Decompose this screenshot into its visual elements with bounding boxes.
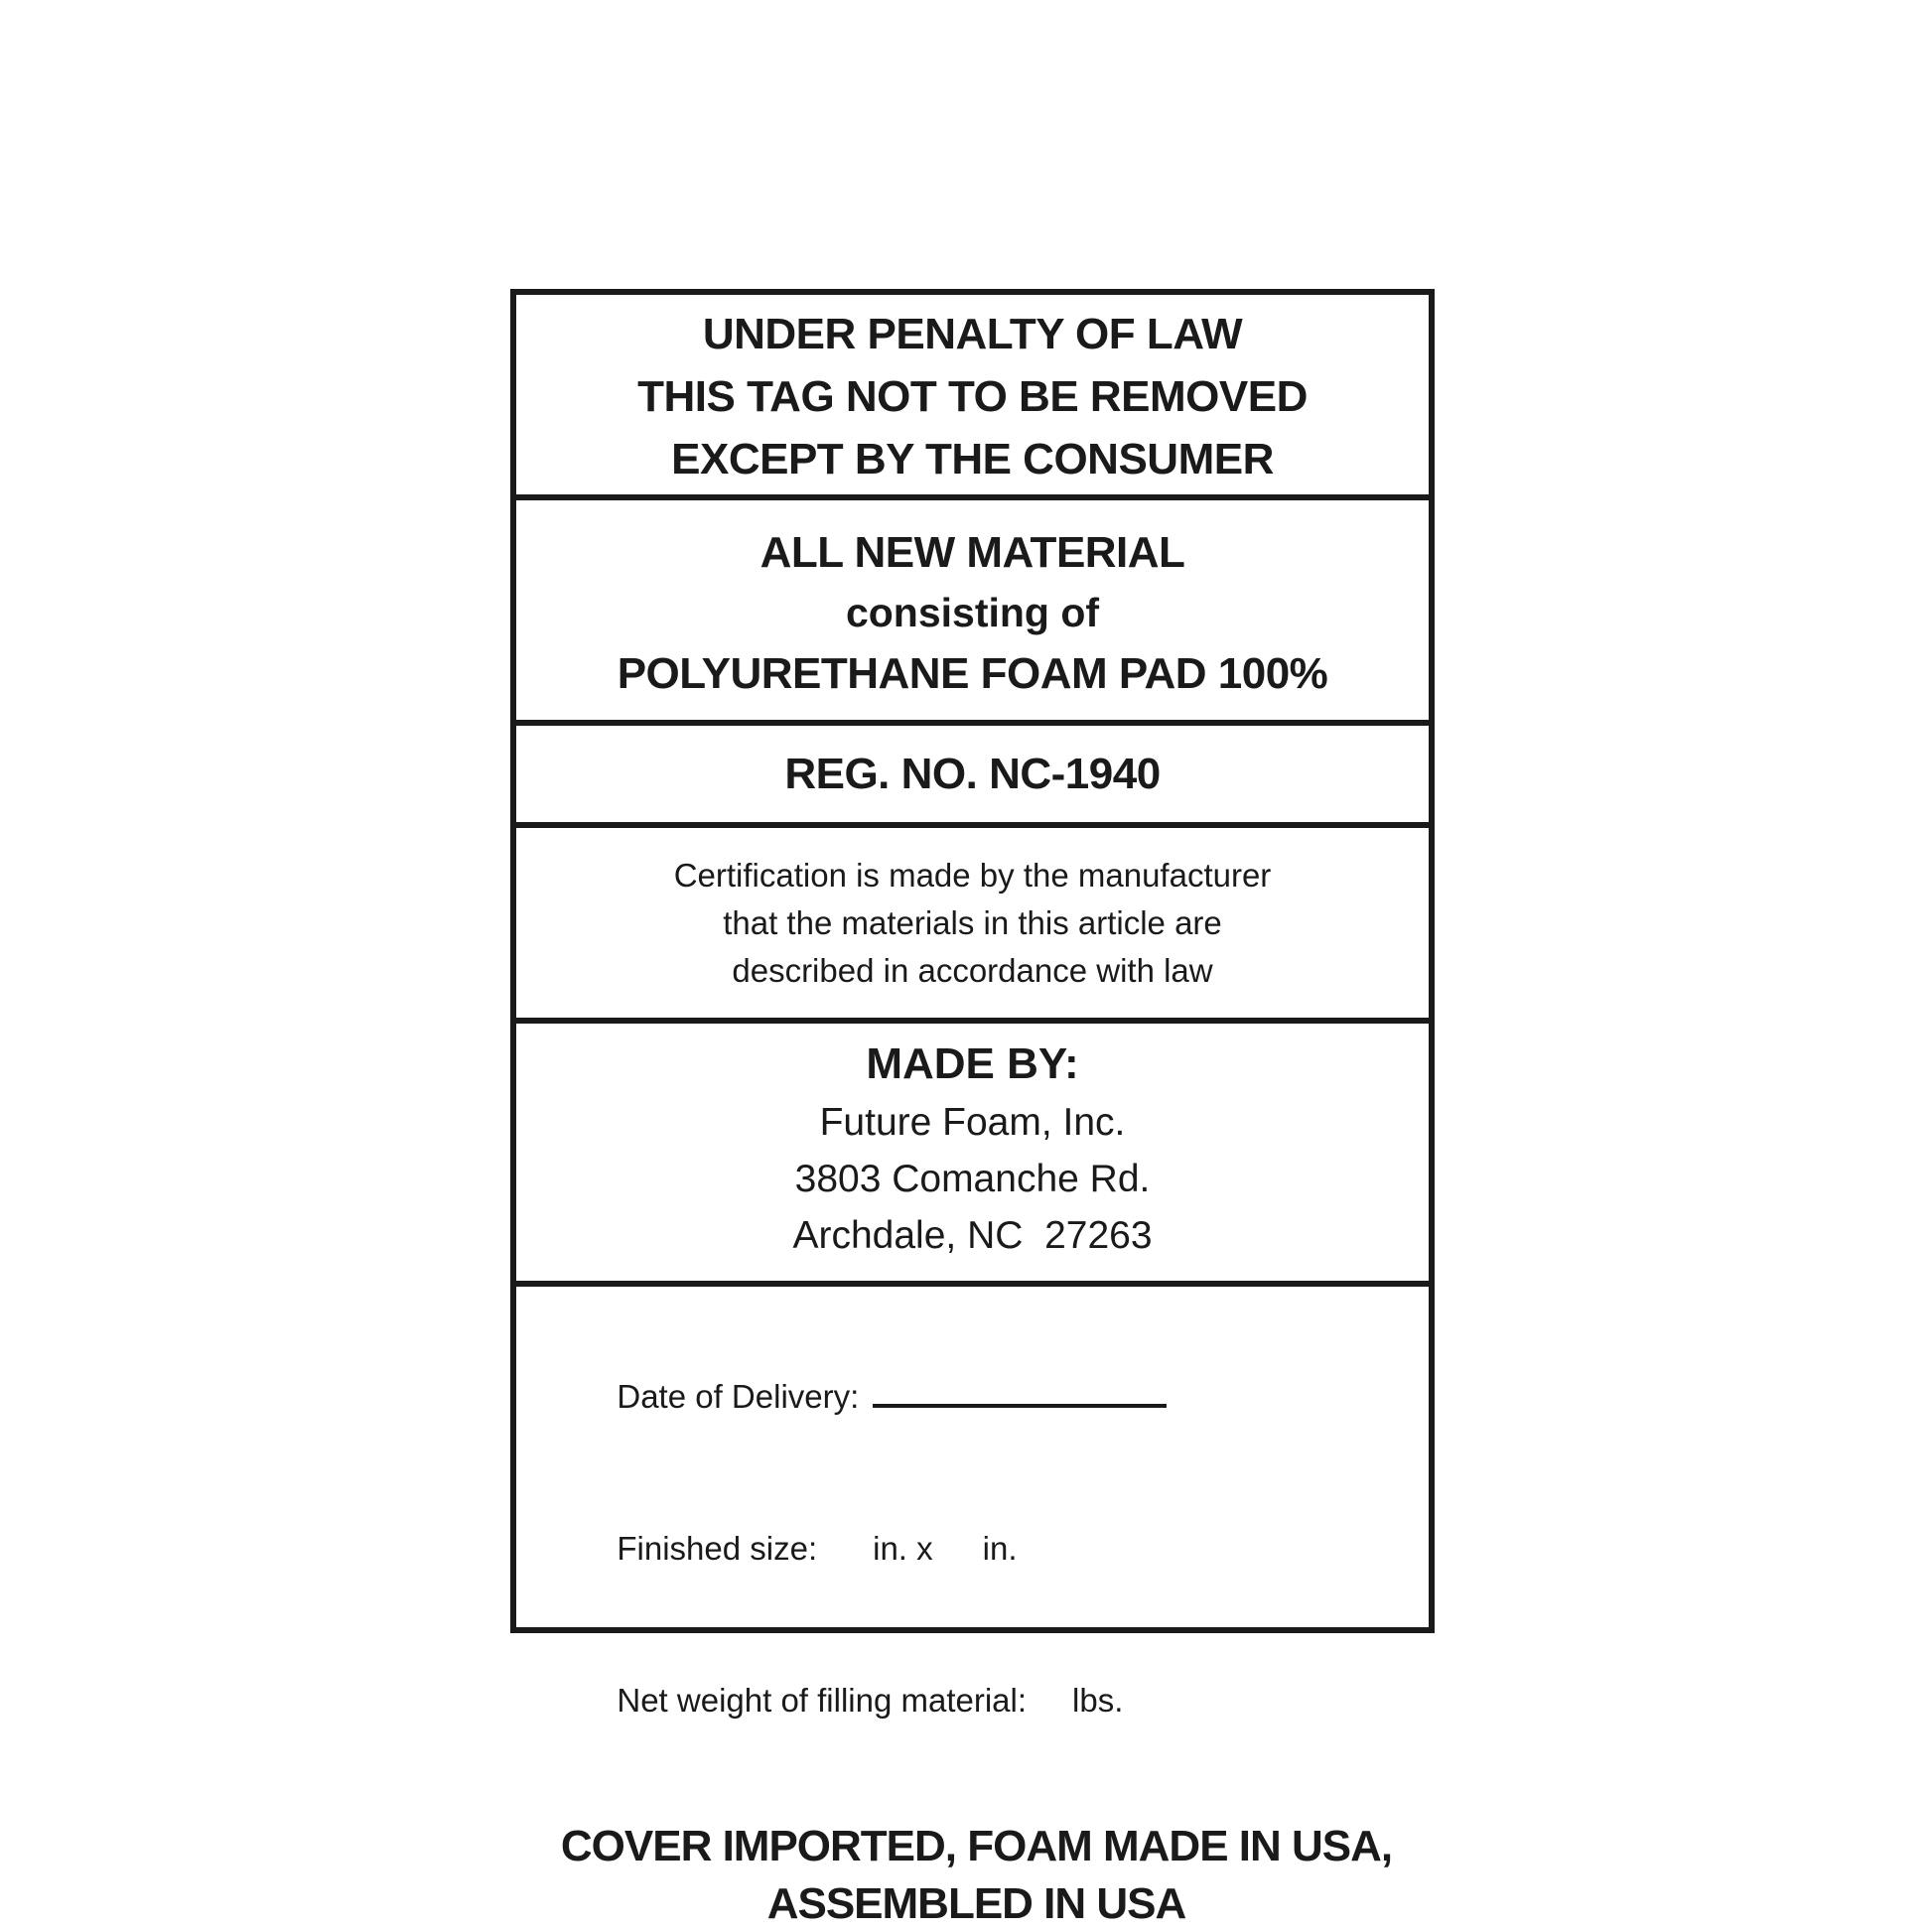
penalty-section bbox=[516, 295, 1429, 500]
finished-size-unit-1: in. x bbox=[873, 1530, 933, 1567]
law-tag-label bbox=[510, 289, 1435, 1928]
manufacturer-street: 3803 Comanche Rd. bbox=[794, 1158, 1151, 1200]
penalty-line-1: UNDER PENALTY OF LAW bbox=[702, 310, 1243, 358]
net-weight-row bbox=[544, 1624, 1409, 1776]
finished-size-label: Finished size: bbox=[617, 1530, 818, 1567]
manufacturer-name: Future Foam, Inc. bbox=[819, 1101, 1126, 1144]
penalty-line-3: EXCEPT BY THE CONSUMER bbox=[671, 435, 1274, 483]
net-weight-label: Net weight of filling material: bbox=[617, 1682, 1028, 1719]
material-line-2: consisting of bbox=[845, 590, 1100, 635]
registration-number: REG. NO. NC-1940 bbox=[784, 749, 1161, 798]
certification-section bbox=[516, 828, 1429, 1024]
origin-line-2: ASSEMBLED IN USA bbox=[766, 1879, 1186, 1928]
certification-line-1: Certification is made by the manufacturer bbox=[673, 856, 1272, 894]
material-line-3: POLYURETHANE FOAM PAD 100% bbox=[617, 649, 1328, 698]
date-blank-line bbox=[873, 1375, 1167, 1408]
finished-size-unit-2: in. bbox=[982, 1530, 1018, 1567]
certification-line-2: that the materials in this article are bbox=[723, 903, 1222, 941]
date-of-delivery-label: Date of Delivery: bbox=[617, 1378, 860, 1415]
penalty-line-2: THIS TAG NOT TO BE REMOVED bbox=[637, 372, 1308, 421]
net-weight-unit: lbs. bbox=[1072, 1682, 1124, 1719]
details-section bbox=[516, 1287, 1429, 1928]
finished-size-row bbox=[544, 1472, 1409, 1624]
material-section bbox=[516, 500, 1429, 726]
made-by-section bbox=[516, 1024, 1429, 1287]
date-of-delivery-row bbox=[544, 1320, 1409, 1472]
material-line-1: ALL NEW MATERIAL bbox=[759, 528, 1185, 577]
registration-section bbox=[516, 726, 1429, 828]
origin-line-1: COVER IMPORTED, FOAM MADE IN USA, bbox=[560, 1822, 1393, 1870]
manufacturer-city-state-zip: Archdale, NC 27263 bbox=[792, 1214, 1153, 1257]
origin-statement bbox=[544, 1818, 1409, 1932]
certification-line-3: described in accordance with law bbox=[732, 951, 1213, 989]
made-by-heading: MADE BY: bbox=[866, 1039, 1079, 1088]
